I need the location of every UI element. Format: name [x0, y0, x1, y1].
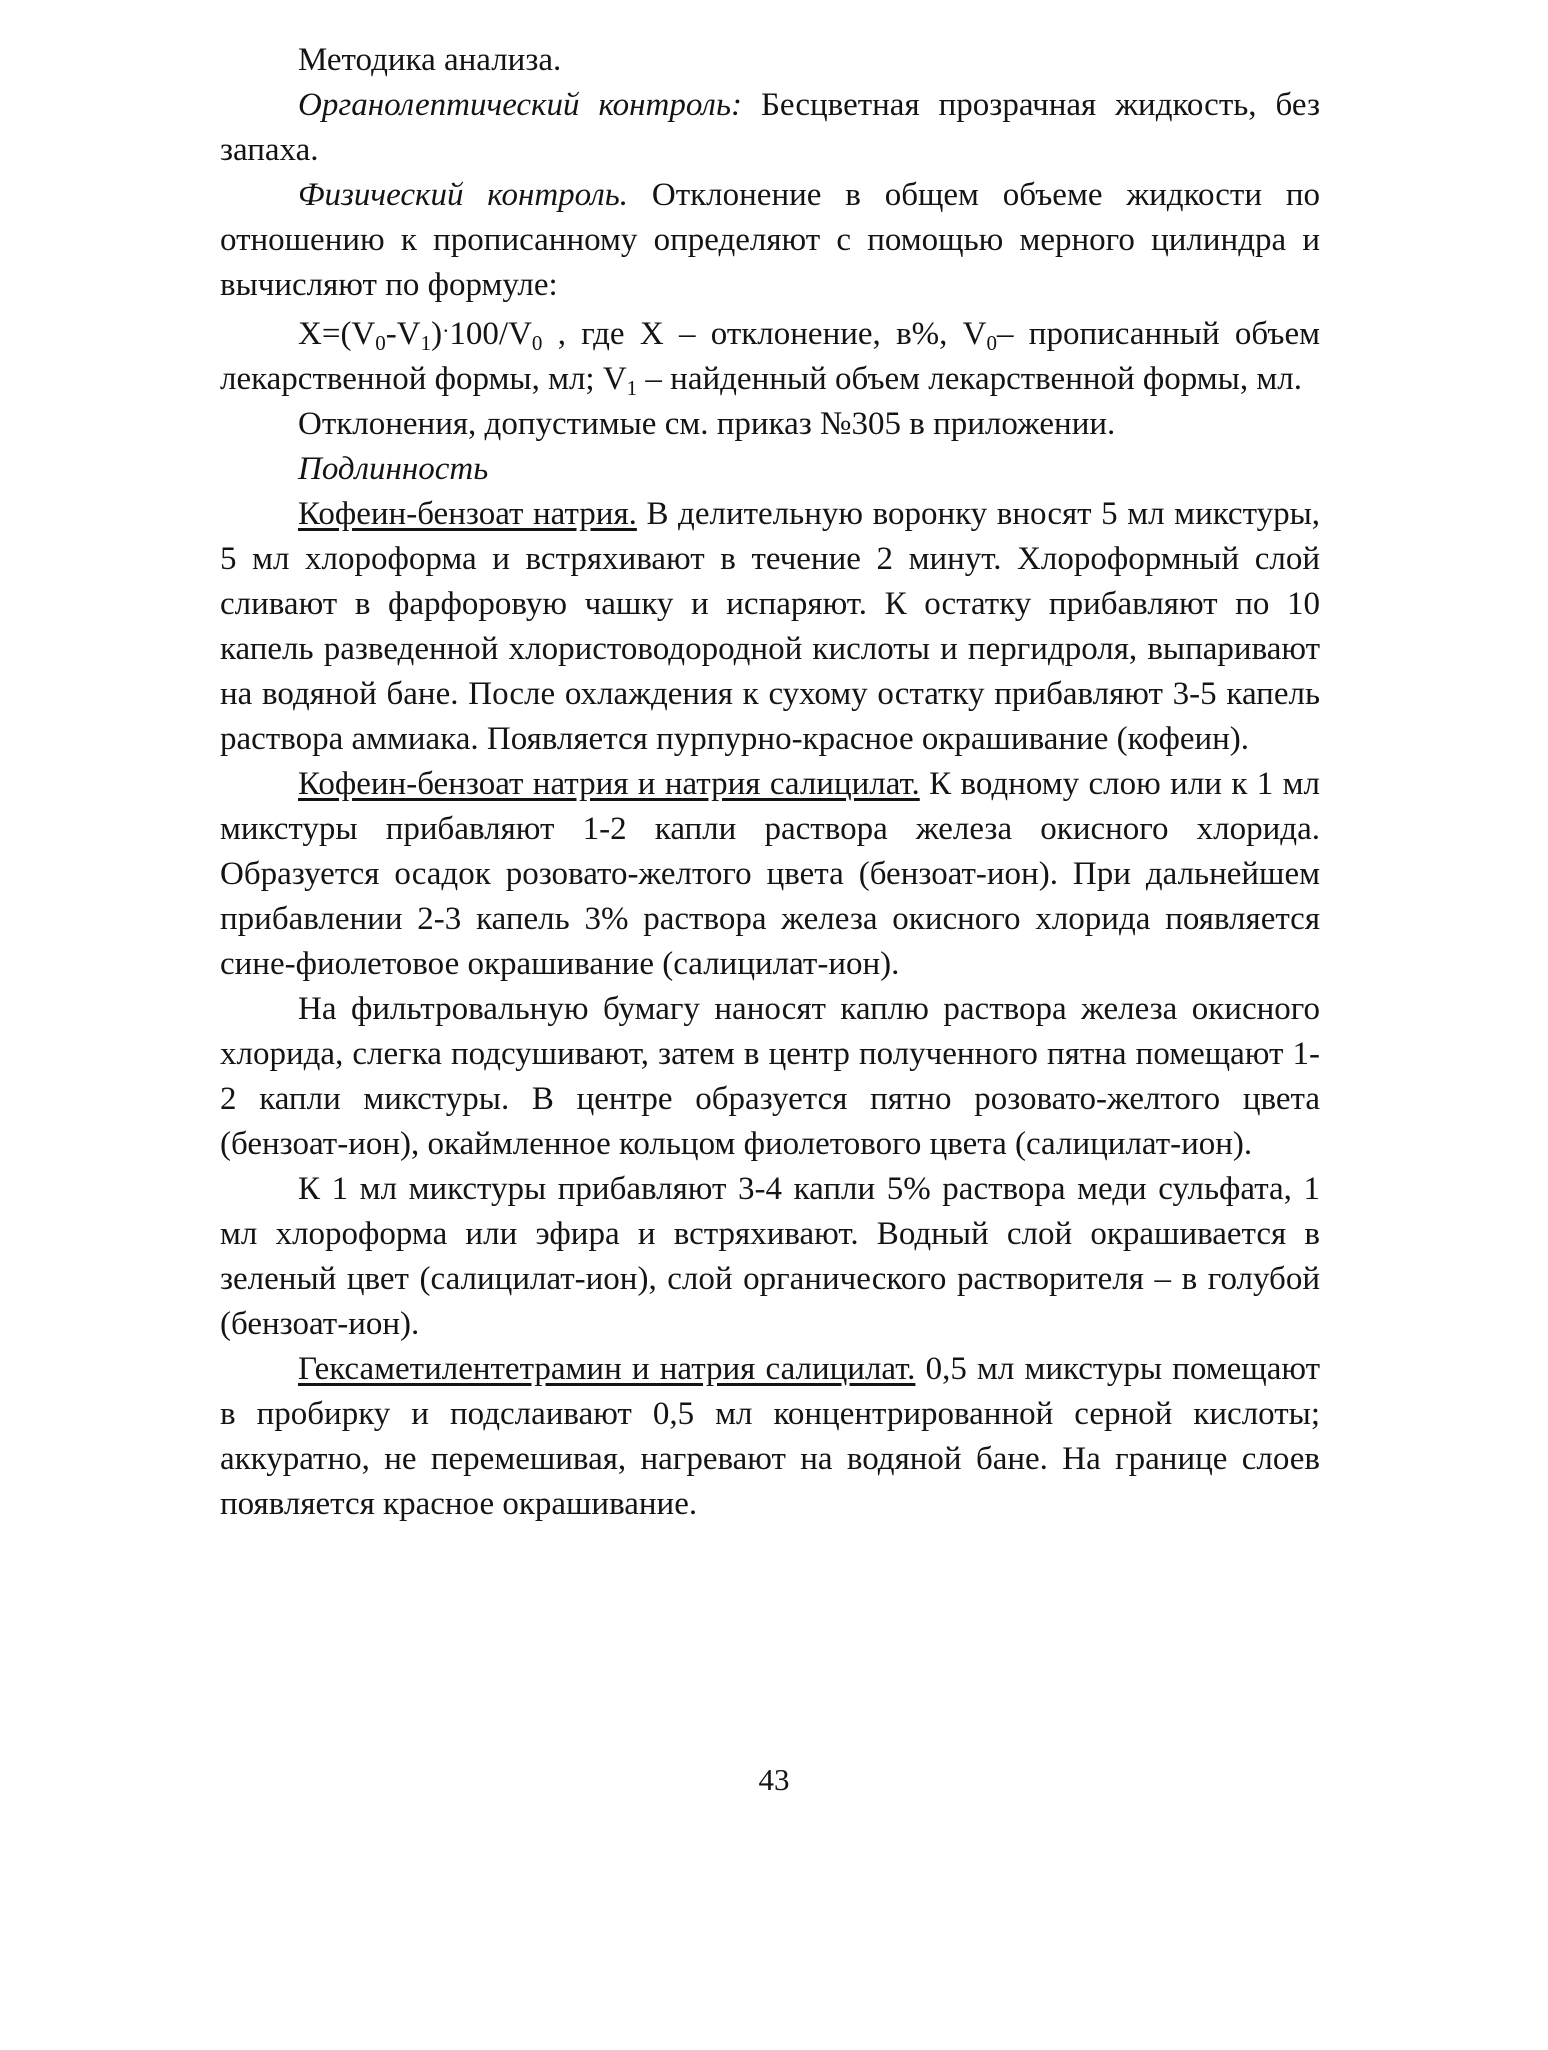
caffeine-paragraph	[220, 492, 1320, 762]
caffeine-text: В делительную воронку вносят 5 мл микстуры, 5 мл хлороформа и встряхивают в течение 2 минут. Хлороформный слой сливают в фарфоровую чашку и испаряют. К остатку прибавляют по 10 капель разведенной хлористоводородной кислоты и пергидроля, выпаривают на водяной бане. После охлаждения к сухому остатку прибавляют 3-5 капель раствора аммиака. Появляется пурпурно-красное окрашивание (кофеин).	[220, 496, 1320, 757]
page-number: 43	[758, 1762, 790, 1797]
formula-minus-v: -V	[385, 316, 421, 352]
formula-sub-0c: 0	[986, 331, 998, 355]
organoleptic-text: Бесцветная прозрачная жидкость, без запаха.	[220, 87, 1320, 168]
formula-prescribed-text: – прописанный объем лекарственной формы, мл; V	[220, 316, 1320, 397]
authenticity-label: Подлинность	[298, 451, 489, 487]
formula-x-eq: X=(V	[298, 316, 376, 352]
caffeine-label: Кофеин-бензоат натрия.	[298, 496, 637, 532]
caffeine-salicylate-label: Кофеин-бензоат натрия и натрия салицилат.	[298, 766, 920, 802]
physical-text: Отклонение в общем объеме жидкости по отношению к прописанному определяют с помощью мерного цилиндра и вычисляют по формуле:	[220, 177, 1321, 303]
section-heading	[220, 38, 1320, 83]
formula-found-text: – найденный объем лекарственной формы, мл.	[637, 361, 1302, 397]
caffeine-salicylate-paragraph	[220, 762, 1320, 987]
page-text	[220, 38, 1320, 1527]
copper-text: К 1 мл микстуры прибавляют 3-4 капли 5% раствора меди сульфата, 1 мл хлороформа или эфира и встряхивают. Водный слой окрашивается в зеленый цвет (салицилат-ион), слой органического растворителя – в голубой (бензоат-ион).	[220, 1171, 1320, 1342]
formula-sub-1b: 1	[626, 376, 638, 400]
copper-paragraph	[220, 1167, 1320, 1347]
physical-paragraph	[220, 173, 1320, 308]
hexamine-label: Гексаметилентетрамин и натрия салицилат.	[298, 1351, 916, 1387]
organoleptic-label: Органолептический контроль:	[298, 87, 742, 123]
physical-label: Физический контроль.	[298, 177, 629, 213]
filter-paper-paragraph	[220, 987, 1320, 1167]
deviations-text: Отклонения, допустимые см. приказ №305 в приложении.	[298, 406, 1116, 442]
hexamine-paragraph	[220, 1347, 1320, 1527]
formula-hundred-over-v: 100/V	[449, 316, 532, 352]
authenticity-heading	[220, 447, 1320, 492]
formula-paragraph	[220, 308, 1320, 402]
formula-sub-0b: 0	[531, 331, 543, 355]
organoleptic-paragraph	[220, 83, 1320, 173]
formula-where-text: , где X – отклонение, в%, V	[542, 316, 987, 352]
filter-paper-text: На фильтровальную бумагу наносят каплю раствора железа окисного хлорида, слегка подсушивают, затем в центр полученного пятна помещают 1-2 капли микстуры. В центре образуется пятно розовато-желтого цвета (бензоат-ион), окаймленное кольцом фиолетового цвета (салицилат-ион).	[220, 991, 1320, 1162]
hexamine-text: 0,5 мл микстуры помещают в пробирку и подслаивают 0,5 мл концентрированной серной кислоты; аккуратно, не перемешивая, нагревают на водяной бане. На границе слоев появляется красное окрашивание.	[220, 1351, 1320, 1522]
heading-text: Методика анализа.	[298, 42, 562, 78]
formula-paren: )	[431, 316, 443, 352]
caffeine-salicylate-text: К водному слою или к 1 мл микстуры прибавляют 1-2 капли раствора железа окисного хлорида. Образуется осадок розовато-желтого цвета (бензоат-ион). При дальнейшем прибавлении 2-3 капель 3% раствора железа окисного хлорида появляется сине-фиолетовое окрашивание (салицилат-ион).	[220, 766, 1321, 982]
formula-sub-0a: 0	[375, 331, 386, 355]
formula-sub-1a: 1	[420, 331, 432, 355]
formula-dot: ·	[442, 318, 450, 343]
deviations-paragraph	[220, 402, 1320, 447]
